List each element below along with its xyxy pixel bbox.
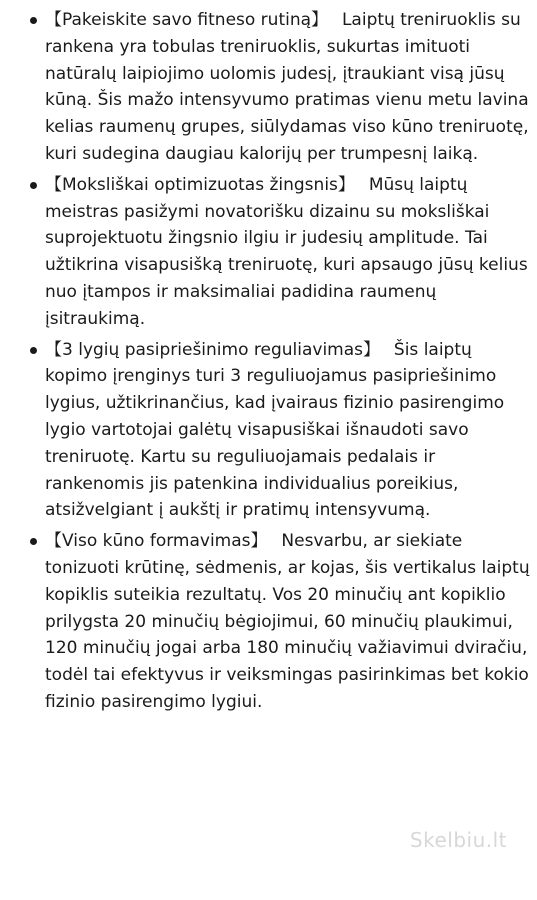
bullet-item-resistance-levels (0, 337, 537, 525)
bullet-item-full-body (0, 528, 537, 716)
bullet-text: Šis laiptų kopimo įrenginys turi 3 reguliuojamus pasipriešinimo lygius, užtikrinančius, kad įvairaus fizinio pasirengimo lygio vartotojai galėtų visapusiškai išnaudoti savo treniruotę. Kartu su reguliuojamais pedalais ir rankenomis jis patenkina individualius poreikius, atsižvelgiant į aukštį ir pratimų intensyvumą. (45, 339, 505, 521)
bullet-text: Laiptų treniruoklis su rankena yra tobulas treniruoklis, sukurtas imituoti natūralų laipiojimo uolomis judesį, įtraukiant visą jūsų kūną. Šis mažo intensyvumo pratimas vienu metu lavina kelias raumenų grupes, siūlydamas viso kūno treniruotę, kuri sudegina daugiau kalorijų per trumpesnį laiką. (45, 10, 529, 164)
bullet-heading: 【Moksliškai optimizuotas žingsnis】 (45, 174, 364, 195)
bullet-text: Nesvarbu, ar siekiate tonizuoti krūtinę, sėdmenis, ar kojas, šis vertikalus laiptų kopiklis suteikia rezultatų. Vos 20 minučių ant kopiklio prilygsta 20 minučių bėgiojimui, 60 minučių plaukimui, 120 minučių jogai arba 180 minučių važiavimui dviračiu, todėl tai efektyvus ir veiksmingas pasirinkimas bet kokio fizinio pasirengimo lygiui. (45, 531, 530, 712)
bullet-heading: 【Pakeiskite savo fitneso rutiną】 (45, 10, 337, 30)
bullet-heading: 【3 lygių pasipriešinimo reguliavimas】 (45, 339, 389, 360)
feature-bullet-list (0, 7, 537, 720)
bullet-dot-icon (30, 17, 37, 24)
bullet-text: Mūsų laiptų meistras pasižymi novatorišku dizainu su moksliškai suprojektuotu žingsnio ilgiu ir judesių amplitude. Tai užtikrina visapusišką treniruotę, kuri apsaugo jūsų kelius nuo įtampos ir maksimaliai padidina raumenų įsitraukimą. (45, 174, 528, 329)
watermark: Skelbiu.lt (409, 828, 507, 852)
bullet-item-optimized-step (0, 172, 537, 333)
bullet-dot-icon (30, 538, 37, 545)
bullet-dot-icon (30, 347, 37, 354)
bullet-item-fitness-routine (0, 7, 537, 168)
bullet-dot-icon (30, 182, 37, 189)
bullet-heading: 【Viso kūno formavimas】 (45, 531, 277, 552)
